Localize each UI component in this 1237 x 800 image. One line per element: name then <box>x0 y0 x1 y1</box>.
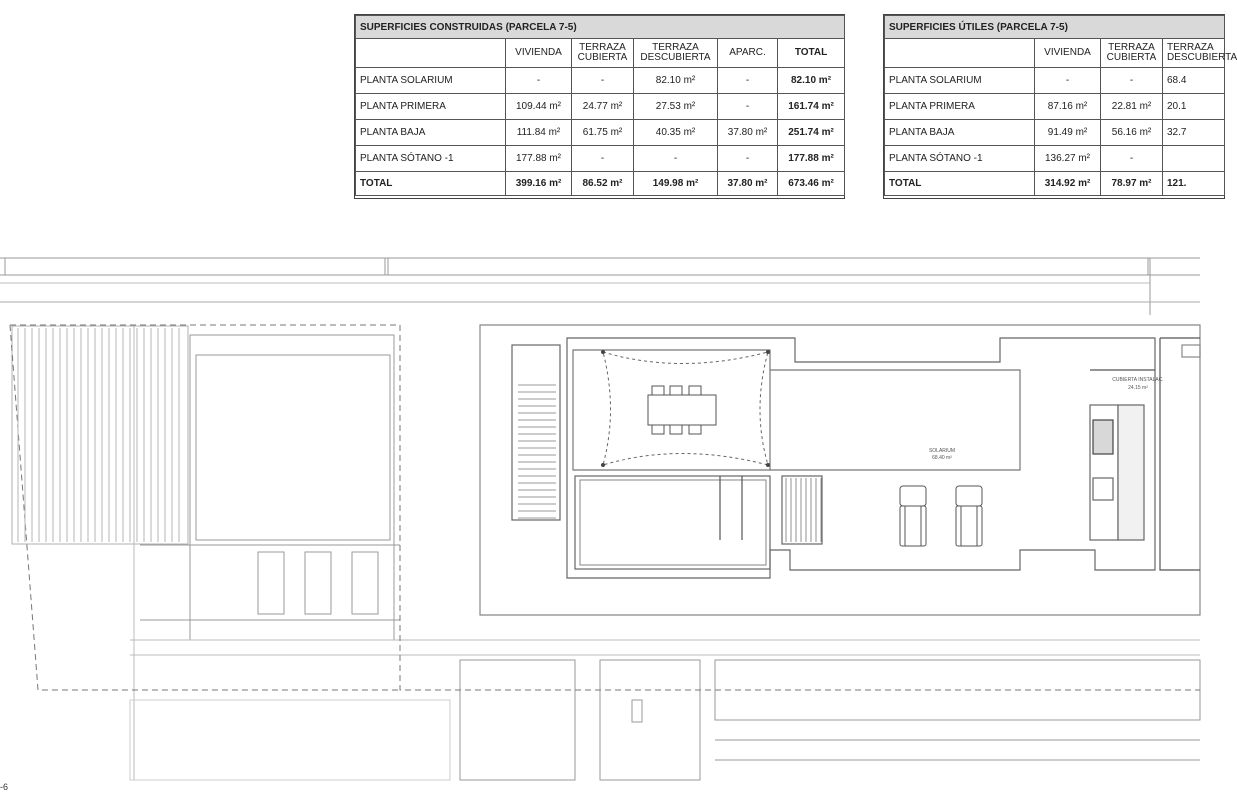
table-row <box>356 94 845 120</box>
table-row <box>356 146 845 172</box>
boundary-strip <box>5 258 385 275</box>
cell: 399.16 m² <box>506 172 572 196</box>
cell: - <box>1101 68 1163 94</box>
cell: - <box>1101 146 1163 172</box>
shade-sail <box>603 352 768 465</box>
table-superficies-construidas <box>354 14 845 199</box>
row-label: PLANTA SÓTANO -1 <box>356 146 506 172</box>
boundary-strip <box>388 258 1148 275</box>
row-label: PLANTA PRIMERA <box>356 94 506 120</box>
cell: - <box>718 94 778 120</box>
row-label: TOTAL <box>356 172 506 196</box>
cell-total: 177.88 m² <box>778 146 845 172</box>
table-title: SUPERFICIES CONSTRUIDAS (PARCELA 7-5) <box>356 16 845 39</box>
cell: 27.53 m² <box>634 94 718 120</box>
main-building-outline <box>480 325 1200 615</box>
cell: 68.4 <box>1163 68 1225 94</box>
cell: 24.77 m² <box>572 94 634 120</box>
cell: 314.92 m² <box>1035 172 1101 196</box>
stair-left <box>512 345 560 520</box>
cell: 82.10 m² <box>634 68 718 94</box>
shade-sail-posts <box>601 350 770 467</box>
cell-total: 82.10 m² <box>778 68 845 94</box>
cell: - <box>634 146 718 172</box>
neighbour-room <box>196 355 390 540</box>
room-area-solarium: 68.40 m² <box>932 455 952 461</box>
table-row <box>885 68 1225 94</box>
room-label-solarium: SOLARIUM <box>928 448 956 454</box>
cell: 20.1 <box>1163 94 1225 120</box>
row-label: PLANTA SOLARIUM <box>885 68 1035 94</box>
cell: 37.80 m² <box>718 120 778 146</box>
page-code: -6 <box>0 782 9 792</box>
row-label: PLANTA SÓTANO -1 <box>885 146 1035 172</box>
cell: 87.16 m² <box>1035 94 1101 120</box>
cell: - <box>572 146 634 172</box>
cell <box>1163 146 1225 172</box>
cell: - <box>718 146 778 172</box>
cell: 136.27 m² <box>1035 146 1101 172</box>
column-header: VIVIENDA <box>1035 39 1101 68</box>
table-row <box>885 94 1225 120</box>
column-header: TERRAZA DESCUBIERTA <box>634 39 718 68</box>
neighbour-block <box>190 335 394 640</box>
planter <box>352 552 378 614</box>
sun-lounger <box>956 486 982 546</box>
column-header: APARC. <box>718 39 778 68</box>
row-label: PLANTA BAJA <box>885 120 1035 146</box>
cell: 91.49 m² <box>1035 120 1101 146</box>
room-label-cubierta: CUBIERTA INSTALAC. <box>1112 377 1164 383</box>
cell: 109.44 m² <box>506 94 572 120</box>
cell-total: 161.74 m² <box>778 94 845 120</box>
cell: 56.16 m² <box>1101 120 1163 146</box>
cell: - <box>1035 68 1101 94</box>
neighbour-block-lower <box>460 660 575 780</box>
column-header: TERRAZA CUBIERTA <box>1101 39 1163 68</box>
neighbour-block-lower <box>600 660 700 780</box>
row-label: PLANTA PRIMERA <box>885 94 1035 120</box>
cell: 32.7 <box>1163 120 1225 146</box>
table-total-row <box>885 172 1225 196</box>
cell: - <box>572 68 634 94</box>
table-row <box>356 120 845 146</box>
cell: 149.98 m² <box>634 172 718 196</box>
cell: 111.84 m² <box>506 120 572 146</box>
cell: - <box>718 68 778 94</box>
cell-total: 673.46 m² <box>778 172 845 196</box>
pergola-slats <box>12 326 188 544</box>
planter <box>258 552 284 614</box>
cell: 177.88 m² <box>506 146 572 172</box>
pool <box>575 476 770 569</box>
room-area-cubierta: 24.15 m² <box>1128 385 1148 391</box>
cell: 121. <box>1163 172 1225 196</box>
cell: 37.80 m² <box>718 172 778 196</box>
table-row <box>356 68 845 94</box>
sun-lounger <box>900 486 926 546</box>
table-title: SUPERFICIES ÚTILES (PARCELA 7-5) <box>885 16 1225 39</box>
floor-plan-drawing <box>0 240 1200 780</box>
table-total-row <box>356 172 845 196</box>
table-row <box>885 120 1225 146</box>
table-superficies-utiles <box>883 14 1237 199</box>
cell-total: 251.74 m² <box>778 120 845 146</box>
installation-unit <box>1118 405 1144 540</box>
cell: 61.75 m² <box>572 120 634 146</box>
planter <box>305 552 331 614</box>
cell: 78.97 m² <box>1101 172 1163 196</box>
cell: - <box>506 68 572 94</box>
column-header: TERRAZA DESCUBIERTA <box>1163 39 1225 68</box>
row-label: PLANTA SOLARIUM <box>356 68 506 94</box>
dining-table <box>648 386 716 434</box>
table-row <box>885 146 1225 172</box>
row-label: TOTAL <box>885 172 1035 196</box>
column-header: VIVIENDA <box>506 39 572 68</box>
column-header: TERRAZA CUBIERTA <box>572 39 634 68</box>
row-label: PLANTA BAJA <box>356 120 506 146</box>
cell: 40.35 m² <box>634 120 718 146</box>
cell: 22.81 m² <box>1101 94 1163 120</box>
cell: 86.52 m² <box>572 172 634 196</box>
column-header: TOTAL <box>778 39 845 68</box>
